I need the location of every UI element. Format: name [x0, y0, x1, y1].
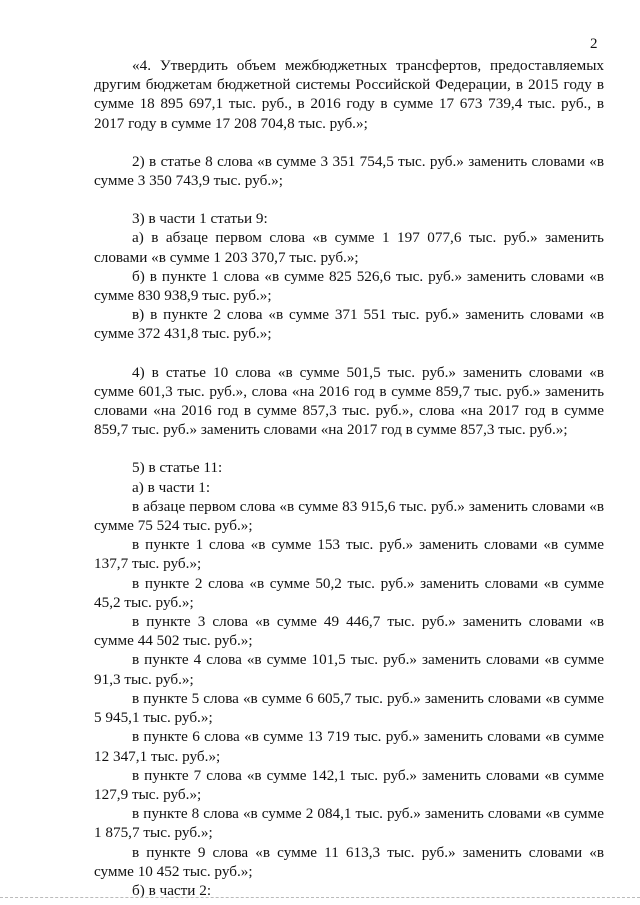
paragraph-amendment-2: 2) в статье 8 слова «в сумме 3 351 754,5 тыс. руб.» заменить словами «в сумме 3 350 743,9 тыс. руб.»; — [94, 152, 604, 190]
paragraph-5a-point-7: в пункте 7 слова «в сумме 142,1 тыс. руб.» заменить словами «в сумме 127,9 тыс. руб.»; — [94, 766, 604, 803]
paragraph-5a-point-3: в пункте 3 слова «в сумме 49 446,7 тыс. руб.» заменить словами «в сумме 44 502 тыс. руб.»; — [94, 613, 604, 650]
paragraph-5a-point-9: в пункте 9 слова «в сумме 11 613,3 тыс. руб.» заменить словами «в сумме 10 452 тыс. руб.»; — [94, 843, 604, 880]
paragraph-item-4: «4. Утвердить объем межбюджетных трансфертов, предоставляемых другим бюджетам бюджетной системы Российской Федерации, в 2015 году в сумме 18 895 697,1 тыс. руб., в 2016 году в сумме 17 673 739,4 тыс. руб., в 2017 году в сумме 17 208 704,8 тыс. руб.»; — [94, 57, 604, 132]
paragraph-amendment-4: 4) в статье 10 слова «в сумме 501,5 тыс. руб.» заменить словами «в сумме 601,3 тыс. руб.», слова «на 2016 год в сумме 859,7 тыс. руб.» заменить словами «на 2016 год в сумме 857,3 тыс. руб.», слова «на 2017 год в сумме 859,7 тыс. руб.» заменить словами «на 2017 год в сумме 857,3 тыс. руб.»; — [94, 363, 604, 439]
paragraph-5b: б) в части 2: — [132, 881, 212, 899]
paragraph-spacer — [94, 439, 604, 458]
paragraph-5a-point-8: в пункте 8 слова «в сумме 2 084,1 тыс. руб.» заменить словами «в сумме 1 875,7 тыс. руб.»; — [94, 805, 604, 842]
paragraph-spacer — [94, 190, 604, 209]
paragraph-5a-point-1: в пункте 1 слова «в сумме 153 тыс. руб.» заменить словами «в сумме 137,7 тыс. руб.»; — [94, 536, 604, 573]
paragraph-5a-point-2: в пункте 2 слова «в сумме 50,2 тыс. руб.» заменить словами «в сумме 45,2 тыс. руб.»; — [94, 574, 604, 611]
paragraph-5a: а) в части 1: — [132, 478, 211, 496]
paragraph-5a-intro: в абзаце первом слова «в сумме 83 915,6 тыс. руб.» заменить словами «в сумме 75 524 тыс. руб.»; — [94, 497, 604, 535]
paragraph-spacer — [94, 133, 604, 152]
document-body — [94, 56, 604, 900]
paragraph-3b: б) в пункте 1 слова «в сумме 825 526,6 тыс. руб.» заменить словами «в сумме 830 938,9 тыс. руб.»; — [94, 267, 604, 305]
paragraph-amendment-5: 5) в статье 11: — [132, 459, 223, 477]
paragraph-3a: а) в абзаце первом слова «в сумме 1 197 077,6 тыс. руб.» заменить словами «в сумме 1 203 370,7 тыс. руб.»; — [94, 229, 604, 266]
page-number: 2 — [590, 36, 598, 52]
paragraph-5a-point-4: в пункте 4 слова «в сумме 101,5 тыс. руб.» заменить словами «в сумме 91,3 тыс. руб.»; — [94, 651, 604, 688]
paragraph-5a-point-6: в пункте 6 слова «в сумме 13 719 тыс. руб.» заменить словами «в сумме 12 347,1 тыс. руб.»; — [94, 728, 604, 765]
paragraph-5a-point-5: в пункте 5 слова «в сумме 6 605,7 тыс. руб.» заменить словами «в сумме 5 945,1 тыс. руб.»; — [94, 689, 604, 727]
paragraph-amendment-3: 3) в части 1 статьи 9: — [132, 210, 268, 228]
scan-edge-line — [0, 897, 640, 899]
paragraph-3c: в) в пункте 2 слова «в сумме 371 551 тыс. руб.» заменить словами «в сумме 372 431,8 тыс. руб.»; — [94, 306, 604, 343]
paragraph-spacer — [94, 344, 604, 363]
